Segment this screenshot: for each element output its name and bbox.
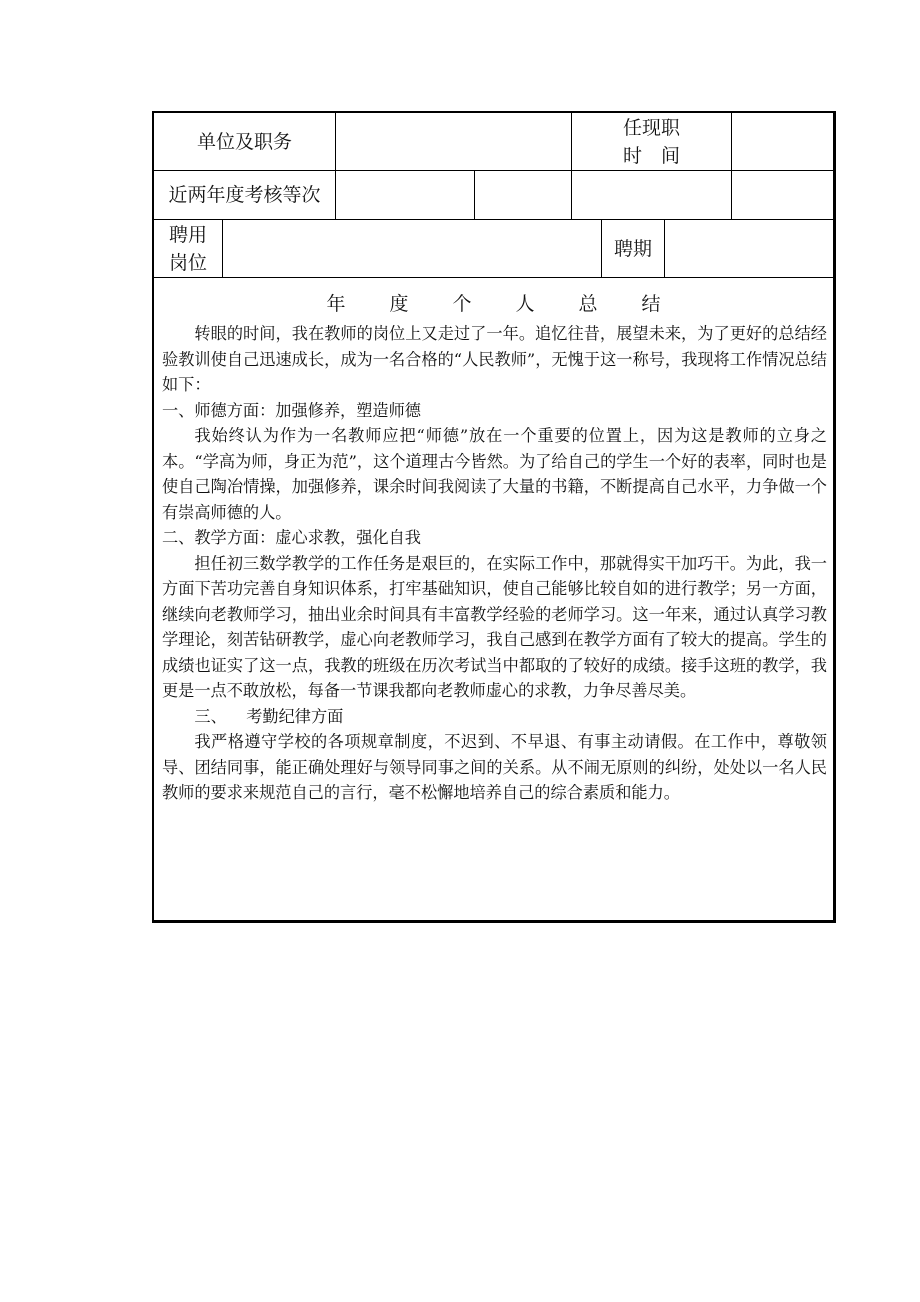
summary-title [154,289,833,319]
unit-position-label: 单位及职务 [196,130,292,153]
unit-position-field[interactable] [336,113,571,170]
summary-title-char: 年 [326,293,346,315]
summary-body [162,321,827,806]
summary-title-char: 个 [452,293,472,315]
assessment-year1-grade-field[interactable] [475,171,571,219]
summary-title-char: 结 [641,293,661,315]
section-heading-attendance-text: 考勤纪律方面 [246,706,344,726]
intro-paragraph: 转眼的时间，我在教师的岗位上又走过了一年。追忆往昔，展望未来，为了更好的总结经验教训使自己迅速成长，成为一名合格的“人民教师”，无愧于这一称号，我现将工作情况总结如下： [162,324,827,394]
section-heading-attendance [162,704,827,730]
ethics-paragraph: 我始终认为作为一名教师应把“师德”放在一个重要的位置上，因为这是教师的立身之本。“学高为师，身正为范”，这个道理古今皆然。为了给自己的学生一个好的表率，同时也是使自己陶冶情操，加强修养，课余时间我阅读了大量的书籍，不断提高自己水平，力争做一个有崇高师德的人。 [162,426,827,522]
current-tenure-field[interactable] [732,113,836,170]
assessment-year1-field[interactable] [336,171,474,219]
section-heading-ethics: 一、师德方面：加强修养，塑造师德 [162,400,421,420]
current-tenure-label-line1: 任现职 [622,116,680,139]
current-tenure-label-line2: 时 间 [622,144,680,167]
summary-title-char: 度 [389,293,409,315]
assessment-year2-grade-field[interactable] [732,171,836,219]
employment-post-label-line2: 岗位 [168,251,207,274]
form-table [152,111,836,923]
summary-title-char: 人 [515,293,535,315]
employment-term-field[interactable] [665,220,836,277]
attendance-paragraph: 我严格遵守学校的各项规章制度，不迟到、不早退、有事主动请假。在工作中，尊敬领导、团结同事，能正确处理好与领导同事之间的关系。从不闹无原则的纠纷，处处以一名人民教师的要求来规范自己的言行，毫不松懈地培养自己的综合素质和能力。 [162,732,827,802]
employment-post-label-line1: 聘用 [168,223,207,246]
employment-post-label [154,220,222,277]
employment-term-label: 聘期 [613,237,652,260]
current-tenure-label [572,113,731,170]
section-heading-attendance-number: 三、 [194,706,227,726]
employment-post-field[interactable] [223,220,601,277]
teaching-paragraph: 担任初三数学教学的工作任务是艰巨的，在实际工作中，那就得实干加巧干。为此，我一方面下苦功完善自身知识体系，打牢基础知识，使自己能够比较自如的进行教学；另一方面，继续向老教师学习，抽出业余时间具有丰富教学经验的老师学习。这一年来，通过认真学习教学理论，刻苦钻研教学，虚心向老教师学习，我自己感到在教学方面有了较大的提高。学生的成绩也证实了这一点，我教的班级在历次考试当中都取的了较好的成绩。接手这班的教学，我更是一点不敢放松，每备一节课我都向老教师虚心的求教，力争尽善尽美。 [162,553,827,700]
row-divider [154,277,833,278]
assessment-year2-field[interactable] [572,171,731,219]
assessment-grade-label: 近两年度考核等次 [168,184,321,206]
summary-title-char: 总 [578,293,598,315]
section-heading-teaching: 二、教学方面：虚心求教，强化自我 [162,528,421,547]
